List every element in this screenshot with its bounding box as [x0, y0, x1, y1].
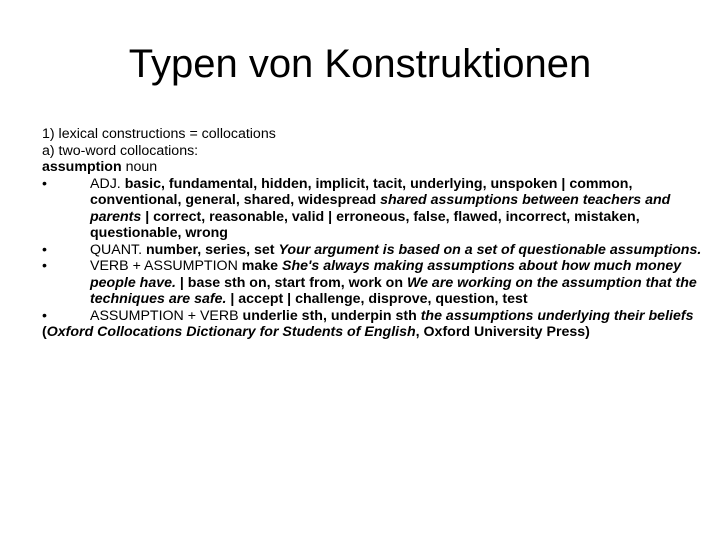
intro-line-2: a) two-word collocations:: [42, 142, 199, 159]
intro-line-1: 1) lexical constructions = collocations: [42, 126, 276, 142]
bullet-text: make: [237, 258, 282, 274]
bullet-quant: [42, 242, 702, 259]
source-open: (: [42, 324, 47, 340]
bullet-example: shared assumptions between teachers and parents: [90, 192, 671, 225]
bullet-dot: •: [42, 307, 47, 324]
bullet-example: Your argument is based on a set of questionable assumptions.: [278, 241, 702, 258]
bullet-heading: ADJ.: [90, 175, 121, 192]
source-publisher: , Oxford University Press): [415, 324, 590, 340]
bullet-dot: •: [42, 241, 47, 258]
bullet-dot: •: [42, 175, 47, 192]
slide-title: Typen von Konstruktionen: [128, 42, 592, 86]
source-title: Oxford Collocations Dictionary for Students of English: [46, 324, 416, 340]
bullet-verb-assumption: [42, 258, 702, 308]
bullet-heading: ASSUMPTION + VERB: [90, 307, 239, 324]
bullet-adj: [42, 176, 702, 242]
bullet-dot: •: [42, 258, 47, 274]
bullet-text: underlie sth, underpin sth: [238, 307, 421, 324]
headword-line: [42, 159, 702, 176]
bullet-text: number, series, set: [142, 241, 279, 258]
bullet-text: | base sth on, start from, work on: [175, 274, 407, 291]
bullet-text: basic, fundamental, hidden, implicit, tacit, underlying, unspoken | common, conventional, general, shared, widespread: [90, 175, 633, 208]
bullet-example: She's always making assumptions about how much money people have.: [90, 258, 682, 291]
headword: assumption: [42, 159, 122, 175]
bullet-text: | correct, reasonable, valid | erroneous, false, flawed, incorrect, mistaken, questionable, wrong: [90, 208, 640, 241]
bullet-example: the assumptions underlying their beliefs: [420, 307, 694, 324]
bullet-assumption-verb: [42, 308, 702, 325]
source-citation: [42, 324, 702, 341]
part-of-speech: noun: [121, 159, 158, 175]
bullet-heading: VERB + ASSUMPTION: [90, 258, 238, 274]
bullet-example: We are working on the assumption that the techniques are safe.: [90, 274, 697, 307]
bullet-text: | accept | challenge, disprove, question, test: [226, 291, 528, 307]
bullet-heading: QUANT.: [90, 241, 143, 258]
slide-body: [42, 126, 702, 341]
